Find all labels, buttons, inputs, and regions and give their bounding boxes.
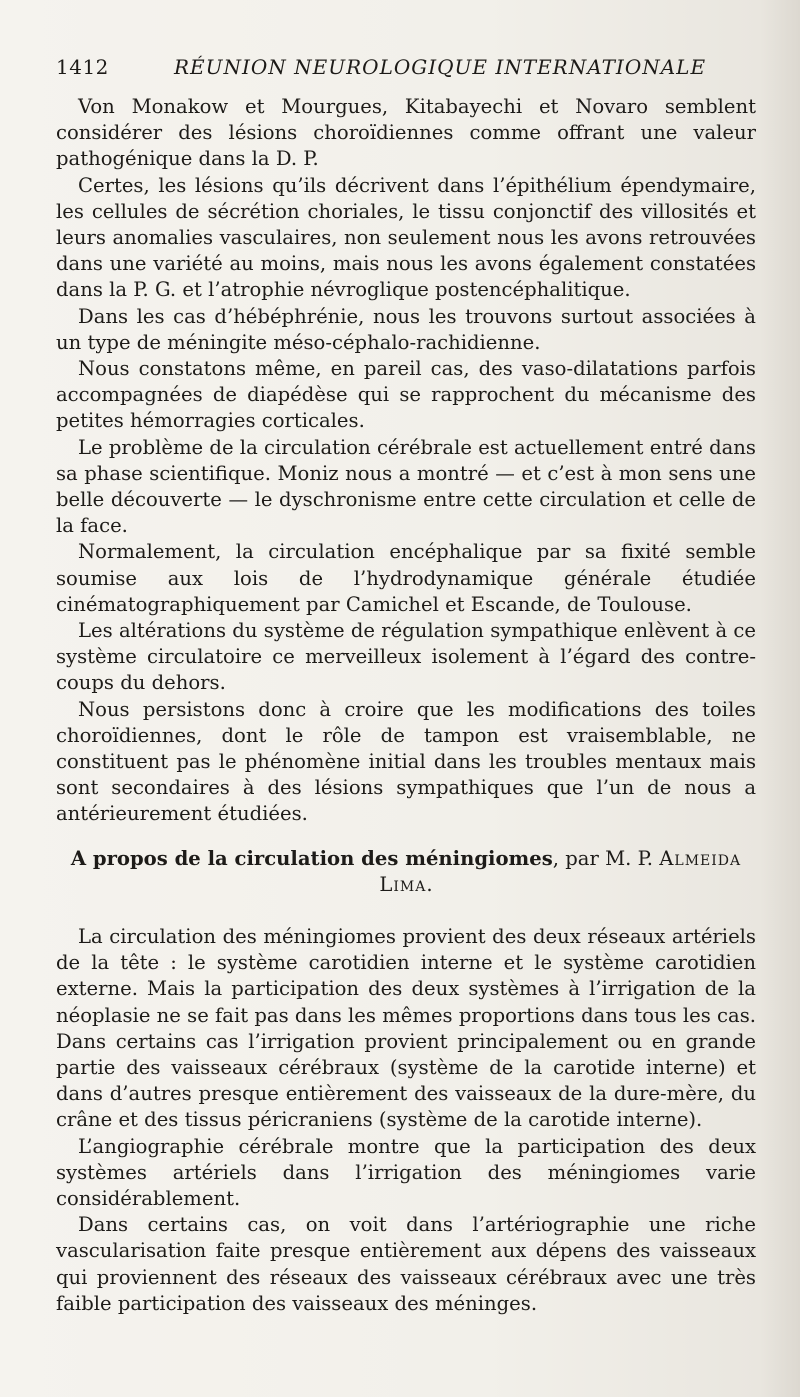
- paragraph: Certes, les lésions qu’ils décrivent dans l’épithélium épendymaire, les cellules de sécrétion choriales, le tissu conjonctif des villosités et leurs anomalies vasculaires, non seulement nous les avons retrouvées dans une variété au moins, mais nous les avons également constatées dans la P. G. et l’atrophie névroglique postencéphalitique.: [56, 173, 756, 302]
- section-heading: [56, 846, 756, 898]
- page-number: 1412: [56, 55, 109, 79]
- page-header: [56, 52, 756, 82]
- paragraph: La circulation des méningiomes provient des deux réseaux artériels de la tête : le système carotidien interne et le système carotidien externe. Mais la participation des deux systèmes à l’irrigation de la néoplasie ne se fait pas dans les mêmes proportions dans tous les cas. Dans certains cas l’irrigation provient principalement ou en grande partie des vaisseaux cérébraux (système de la carotide interne) et dans d’autres presque entièrement des vaisseaux de la dure-mère, du crâne et des tissus péricraniens (système de la carotide interne).: [56, 925, 756, 1132]
- section-end: .: [426, 873, 433, 897]
- paragraph: L’angiographie cérébrale montre que la participation des deux systèmes artériels dans l’irrigation des méningiomes varie considérablement.: [56, 1134, 756, 1211]
- body-text-top: [56, 94, 756, 828]
- running-title: RÉUNION NEUROLOGIQUE INTERNATIONALE: [174, 55, 707, 79]
- paragraph: Normalement, la circulation encéphalique par sa fixité semble soumise aux lois de l’hydrodynamique générale étudiée cinématographiquement par Camichel et Escande, de Toulouse.: [56, 540, 756, 616]
- body-text-bottom: [56, 924, 756, 1317]
- paragraph: Le problème de la circulation cérébrale est actuellement entré dans sa phase scientifique. Moniz nous a montré — et c’est à mon sens une belle découverte — le dyschronisme entre cette circulation et celle de la face.: [56, 435, 756, 538]
- section-by: , par M. P.: [552, 847, 660, 870]
- paragraph: Dans certains cas, on voit dans l’artériographie une riche vascularisation faite presque entièrement aux dépens des vaisseaux qui proviennent des réseaux des vaisseaux cérébraux avec une très faible participation des vaisseaux des méninges.: [56, 1213, 756, 1315]
- section-title: A propos de la circulation des méningiomes: [70, 847, 553, 870]
- paragraph: Von Monakow et Mourgues, Kitabayechi et Novaro semblent considérer des lésions choroïdiennes comme offrant une valeur pathogénique dans la D. P.: [56, 95, 756, 171]
- paragraph: Nous persistons donc à croire que les modifications des toiles choroïdiennes, dont le rôle de tampon est vraisemblable, ne constituent pas le phénomène initial dans les troubles mentaux mais sont secondaires à des lésions sympathiques que l’un de nous a antérieurement étudiées.: [56, 697, 756, 826]
- section-author: Almeida Lima: [379, 847, 742, 897]
- paragraph: Les altérations du système de régulation sympathique enlèvent à ce système circulatoire ce merveilleux isolement à l’égard des contre-coups du dehors.: [56, 619, 756, 695]
- paragraph: Nous constatons même, en pareil cas, des vaso-dilatations parfois accompagnées de diapédèse qui se rapprochent du mécanisme des petites hémorragies corticales.: [56, 357, 756, 433]
- paragraph: Dans les cas d’hébéphrénie, nous les trouvons surtout associées à un type de méningite méso-céphalo-rachidienne.: [56, 304, 756, 354]
